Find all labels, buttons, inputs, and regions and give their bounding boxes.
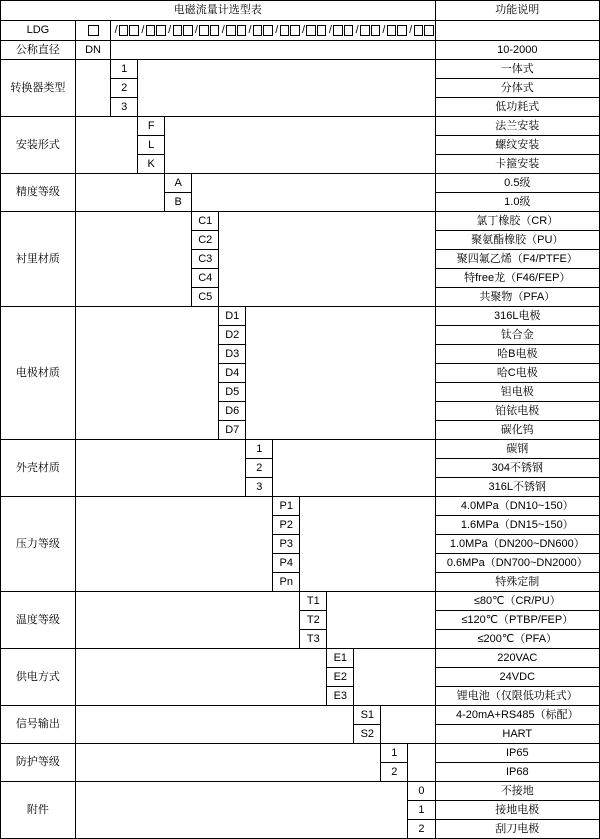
table-row bbox=[1, 744, 600, 763]
desc-3-4: 共聚物（PFA） bbox=[435, 288, 599, 307]
code-8-1[interactable]: E2 bbox=[327, 668, 354, 687]
spacer-right-10 bbox=[408, 744, 435, 782]
desc-empty bbox=[435, 21, 599, 41]
code-11-0[interactable]: 0 bbox=[408, 782, 435, 801]
spacer-left-5 bbox=[75, 440, 245, 497]
row-label-6: 压力等级 bbox=[1, 497, 76, 592]
code-8-2[interactable]: E3 bbox=[327, 687, 354, 706]
desc-11-2: 刮刀电极 bbox=[435, 820, 599, 839]
code-1-2[interactable]: K bbox=[138, 155, 165, 174]
row-label-11: 附件 bbox=[1, 782, 76, 839]
desc-7-2: ≤200℃（PFA） bbox=[435, 630, 599, 649]
desc-nominal-diameter: 10-2000 bbox=[435, 41, 599, 60]
desc-4-2: 哈B电极 bbox=[435, 345, 599, 364]
desc-11-0: 不接地 bbox=[435, 782, 599, 801]
table-row bbox=[1, 307, 600, 326]
code-11-2[interactable]: 2 bbox=[408, 820, 435, 839]
code-7-1[interactable]: T2 bbox=[300, 611, 327, 630]
code-0-0[interactable]: 1 bbox=[111, 60, 138, 79]
code-6-2[interactable]: P3 bbox=[273, 535, 300, 554]
row-label-8: 供电方式 bbox=[1, 649, 76, 706]
desc-7-1: ≤120℃（PTBP/FEP） bbox=[435, 611, 599, 630]
code-nominal-diameter: DN bbox=[75, 41, 110, 60]
desc-3-3: 特free龙（F46/FEP） bbox=[435, 269, 599, 288]
spacer-right-2 bbox=[192, 174, 435, 212]
desc-10-1: IP68 bbox=[435, 763, 599, 782]
code-7-2[interactable]: T3 bbox=[300, 630, 327, 649]
spacer-right-0 bbox=[138, 60, 435, 117]
code-3-1[interactable]: C2 bbox=[192, 231, 219, 250]
desc-4-4: 钽电极 bbox=[435, 383, 599, 402]
table-row bbox=[1, 60, 600, 79]
spacer-right-9 bbox=[381, 706, 435, 744]
code-3-2[interactable]: C3 bbox=[192, 250, 219, 269]
code-4-2[interactable]: D3 bbox=[219, 345, 246, 364]
spacer-right-4 bbox=[246, 307, 435, 440]
model-code-boxes: / / / / / / / / / / / / bbox=[111, 21, 435, 41]
spacer-left-8 bbox=[75, 649, 326, 706]
spacer-cell bbox=[111, 41, 435, 60]
spacer-left-9 bbox=[75, 706, 353, 744]
table-row bbox=[1, 174, 600, 193]
code-5-0[interactable]: 1 bbox=[246, 440, 273, 459]
code-2-0[interactable]: A bbox=[165, 174, 192, 193]
code-10-1[interactable]: 2 bbox=[381, 763, 408, 782]
code-7-0[interactable]: T1 bbox=[300, 592, 327, 611]
desc-8-1: 24VDC bbox=[435, 668, 599, 687]
desc-6-1: 1.6MPa（DN15~150） bbox=[435, 516, 599, 535]
desc-6-2: 1.0MPa（DN200~DN600） bbox=[435, 535, 599, 554]
code-4-5[interactable]: D6 bbox=[219, 402, 246, 421]
code-3-0[interactable]: C1 bbox=[192, 212, 219, 231]
table-row bbox=[1, 440, 600, 459]
code-3-4[interactable]: C5 bbox=[192, 288, 219, 307]
desc-2-0: 0.5级 bbox=[435, 174, 599, 193]
desc-6-0: 4.0MPa（DN10~150） bbox=[435, 497, 599, 516]
desc-1-1: 螺纹安装 bbox=[435, 136, 599, 155]
spacer-right-7 bbox=[327, 592, 435, 649]
code-1-0[interactable]: F bbox=[138, 117, 165, 136]
desc-6-4: 特殊定制 bbox=[435, 573, 599, 592]
spacer-left-7 bbox=[75, 592, 299, 649]
table-row bbox=[1, 782, 600, 801]
table-body bbox=[1, 1, 600, 839]
spacer-left-11 bbox=[75, 782, 408, 839]
desc-0-0: 一体式 bbox=[435, 60, 599, 79]
spacer-left-3 bbox=[75, 212, 191, 307]
spacer-left-4 bbox=[75, 307, 218, 440]
table-row bbox=[1, 117, 600, 136]
row-label-3: 衬里材质 bbox=[1, 212, 76, 307]
desc-4-6: 碳化钨 bbox=[435, 421, 599, 440]
spacer-right-8 bbox=[354, 649, 435, 706]
spacer-left-1 bbox=[75, 117, 137, 174]
row-label-nominal-diameter: 公称直径 bbox=[1, 41, 76, 60]
table-row bbox=[1, 497, 600, 516]
row-label-4: 电极材质 bbox=[1, 307, 76, 440]
spacer-right-6 bbox=[300, 497, 435, 592]
row-label-10: 防护等级 bbox=[1, 744, 76, 782]
desc-3-1: 聚氨酯橡胶（PU） bbox=[435, 231, 599, 250]
code-1-1[interactable]: L bbox=[138, 136, 165, 155]
title-row bbox=[1, 1, 600, 21]
row-label-7: 温度等级 bbox=[1, 592, 76, 649]
row-label-9: 信号输出 bbox=[1, 706, 76, 744]
code-5-1[interactable]: 2 bbox=[246, 459, 273, 478]
desc-1-0: 法兰安装 bbox=[435, 117, 599, 136]
row-label-0: 转换器类型 bbox=[1, 60, 76, 117]
table-title: 电磁流量计选型表 bbox=[1, 1, 436, 21]
model-code-row bbox=[1, 21, 600, 41]
model-first-box bbox=[75, 21, 110, 41]
code-4-3[interactable]: D4 bbox=[219, 364, 246, 383]
code-4-0[interactable]: D1 bbox=[219, 307, 246, 326]
desc-4-0: 316L电极 bbox=[435, 307, 599, 326]
desc-9-0: 4-20mA+RS485（标配） bbox=[435, 706, 599, 725]
row-label-5: 外壳材质 bbox=[1, 440, 76, 497]
code-0-2[interactable]: 3 bbox=[111, 98, 138, 117]
code-6-1[interactable]: P2 bbox=[273, 516, 300, 535]
code-4-6[interactable]: D7 bbox=[219, 421, 246, 440]
code-11-1[interactable]: 1 bbox=[408, 801, 435, 820]
code-10-0[interactable]: 1 bbox=[381, 744, 408, 763]
desc-4-3: 哈C电极 bbox=[435, 364, 599, 383]
desc-5-2: 316L不锈钢 bbox=[435, 478, 599, 497]
desc-2-1: 1.0级 bbox=[435, 193, 599, 212]
table-row bbox=[1, 706, 600, 725]
desc-10-0: IP65 bbox=[435, 744, 599, 763]
spacer-right-1 bbox=[165, 117, 435, 174]
model-prefix: LDG bbox=[1, 21, 76, 41]
code-2-1[interactable]: B bbox=[165, 193, 192, 212]
desc-3-0: 氯丁橡胶（CR） bbox=[435, 212, 599, 231]
code-0-1[interactable]: 2 bbox=[111, 79, 138, 98]
desc-5-0: 碳钢 bbox=[435, 440, 599, 459]
desc-1-2: 卡箍安装 bbox=[435, 155, 599, 174]
desc-0-2: 低功耗式 bbox=[435, 98, 599, 117]
desc-11-1: 接地电极 bbox=[435, 801, 599, 820]
code-4-1[interactable]: D2 bbox=[219, 326, 246, 345]
description-header: 功能说明 bbox=[435, 1, 599, 21]
desc-7-0: ≤80℃（CR/PU） bbox=[435, 592, 599, 611]
code-5-2[interactable]: 3 bbox=[246, 478, 273, 497]
code-6-3[interactable]: P4 bbox=[273, 554, 300, 573]
spacer-left-10 bbox=[75, 744, 381, 782]
code-6-0[interactable]: P1 bbox=[273, 497, 300, 516]
code-9-1[interactable]: S2 bbox=[354, 725, 381, 744]
desc-3-2: 聚四氟乙烯（F4/PTFE） bbox=[435, 250, 599, 269]
table-row bbox=[1, 212, 600, 231]
desc-9-1: HART bbox=[435, 725, 599, 744]
spacer-left-6 bbox=[75, 497, 272, 592]
spacer-left-0 bbox=[75, 60, 110, 117]
row-label-1: 安装形式 bbox=[1, 117, 76, 174]
spacer-right-3 bbox=[219, 212, 435, 307]
table-row bbox=[1, 649, 600, 668]
desc-0-1: 分体式 bbox=[435, 79, 599, 98]
row-label-2: 精度等级 bbox=[1, 174, 76, 212]
spacer-left-2 bbox=[75, 174, 164, 212]
code-3-3[interactable]: C4 bbox=[192, 269, 219, 288]
desc-5-1: 304不锈钢 bbox=[435, 459, 599, 478]
code-6-4[interactable]: Pn bbox=[273, 573, 300, 592]
spacer-right-5 bbox=[273, 440, 435, 497]
nominal-diameter-row bbox=[1, 41, 600, 60]
desc-8-0: 220VAC bbox=[435, 649, 599, 668]
code-9-0[interactable]: S1 bbox=[354, 706, 381, 725]
desc-6-3: 0.6MPa（DN700~DN2000） bbox=[435, 554, 599, 573]
code-4-4[interactable]: D5 bbox=[219, 383, 246, 402]
code-8-0[interactable]: E1 bbox=[327, 649, 354, 668]
desc-8-2: 锂电池（仅限低功耗式） bbox=[435, 687, 599, 706]
table-row bbox=[1, 592, 600, 611]
desc-4-5: 铂铱电极 bbox=[435, 402, 599, 421]
desc-4-1: 钛合金 bbox=[435, 326, 599, 345]
